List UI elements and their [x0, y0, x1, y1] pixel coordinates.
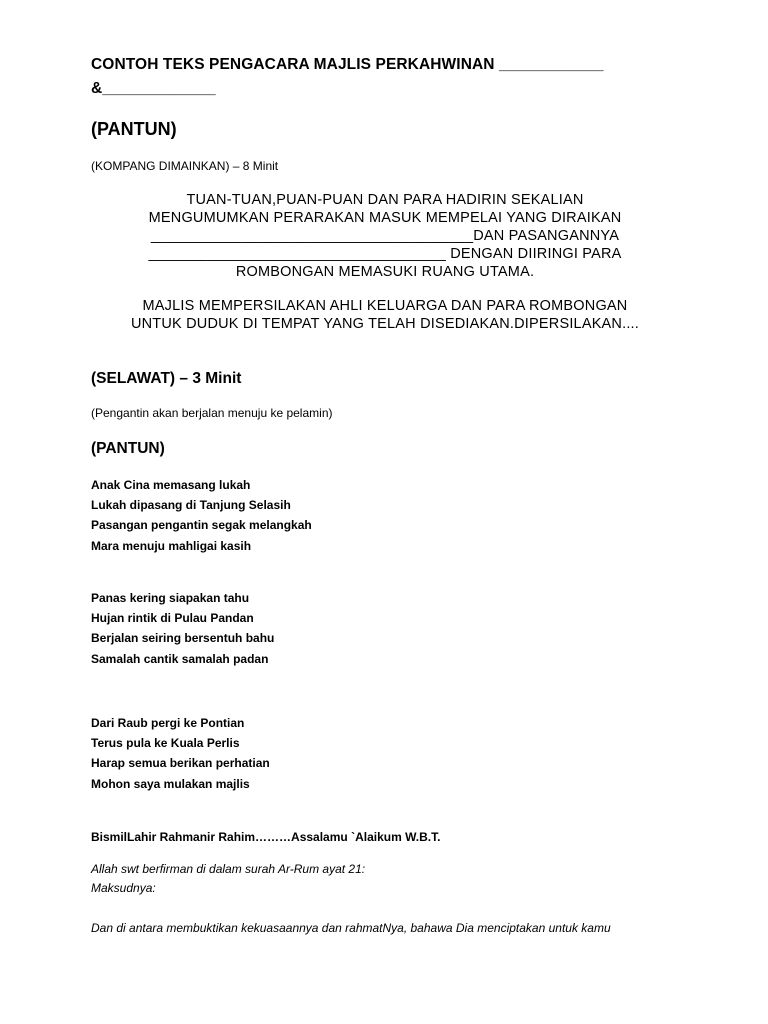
pantun-line: Berjalan seiring bersentuh bahu	[91, 631, 275, 646]
pantun-line: Lukah dipasang di Tanjung Selasih	[91, 498, 291, 513]
pantun-stanza-3	[91, 713, 270, 794]
pantun-line: Pasangan pengantin segak melangkah	[91, 518, 312, 533]
document-title-line-2: &_____________	[91, 80, 216, 97]
heading-selawat: (SELAWAT) – 3 Minit	[91, 370, 242, 387]
pantun-stanza-2	[91, 588, 274, 669]
announcement-block	[95, 191, 675, 281]
document-title-line-1: CONTOH TEKS PENGACARA MAJLIS PERKAHWINAN ____________	[91, 56, 604, 73]
announcement-line: _______________________________________DAN PASANGANNYA	[150, 228, 620, 244]
invitation-line: UNTUK DUDUK DI TEMPAT YANG TELAH DISEDIAKAN.DIPERSILAKAN....	[130, 316, 640, 332]
pantun-line: Panas kering siapakan tahu	[91, 591, 250, 605]
pantun-line: Harap semua berikan perhatian	[91, 756, 270, 771]
bismillah-line: BismilLahir Rahmanir Rahim………Assalamu `Alaikum W.B.T.	[91, 830, 441, 844]
surah-reference: Allah swt berfirman di dalam surah Ar-Rum ayat 21:	[91, 862, 366, 876]
invitation-line: MAJLIS MEMPERSILAKAN AHLI KELUARGA DAN PARA ROMBONGAN	[142, 298, 628, 314]
pantun-line: Mohon saya mulakan majlis	[91, 776, 250, 791]
kompang-note: (KOMPANG DIMAINKAN) – 8 Minit	[91, 159, 279, 173]
heading-pantun-2: (PANTUN)	[91, 440, 165, 457]
pantun-stanza-1	[91, 475, 312, 556]
announcement-line: ROMBONGAN MEMASUKI RUANG UTAMA.	[235, 264, 535, 280]
pantun-line: Mara menuju mahligai kasih	[91, 538, 252, 553]
maksudnya-label: Maksudnya:	[91, 881, 156, 895]
announcement-line: TUAN-TUAN,PUAN-PUAN DAN PARA HADIRIN SEKALIAN	[186, 192, 584, 208]
heading-pantun-1: (PANTUN)	[91, 119, 177, 139]
pantun-line: Anak Cina memasang lukah	[91, 478, 251, 492]
pantun-line: Hujan rintik di Pulau Pandan	[91, 611, 254, 626]
invitation-block	[95, 297, 675, 333]
announcement-line: ____________________________________ DENGAN DIIRINGI PARA	[148, 246, 622, 262]
verse-text: Dan di antara membuktikan kekuasaannya dan rahmatNya, bahawa Dia menciptakan untuk kamu	[91, 921, 611, 935]
selawat-note: (Pengantin akan berjalan menuju ke pelamin)	[91, 406, 333, 420]
pantun-line: Dari Raub pergi ke Pontian	[91, 716, 245, 730]
pantun-line: Samalah cantik samalah padan	[91, 651, 269, 666]
pantun-line: Terus pula ke Kuala Perlis	[91, 736, 240, 751]
announcement-line: MENGUMUMKAN PERARAKAN MASUK MEMPELAI YANG DIRAIKAN	[148, 210, 622, 226]
